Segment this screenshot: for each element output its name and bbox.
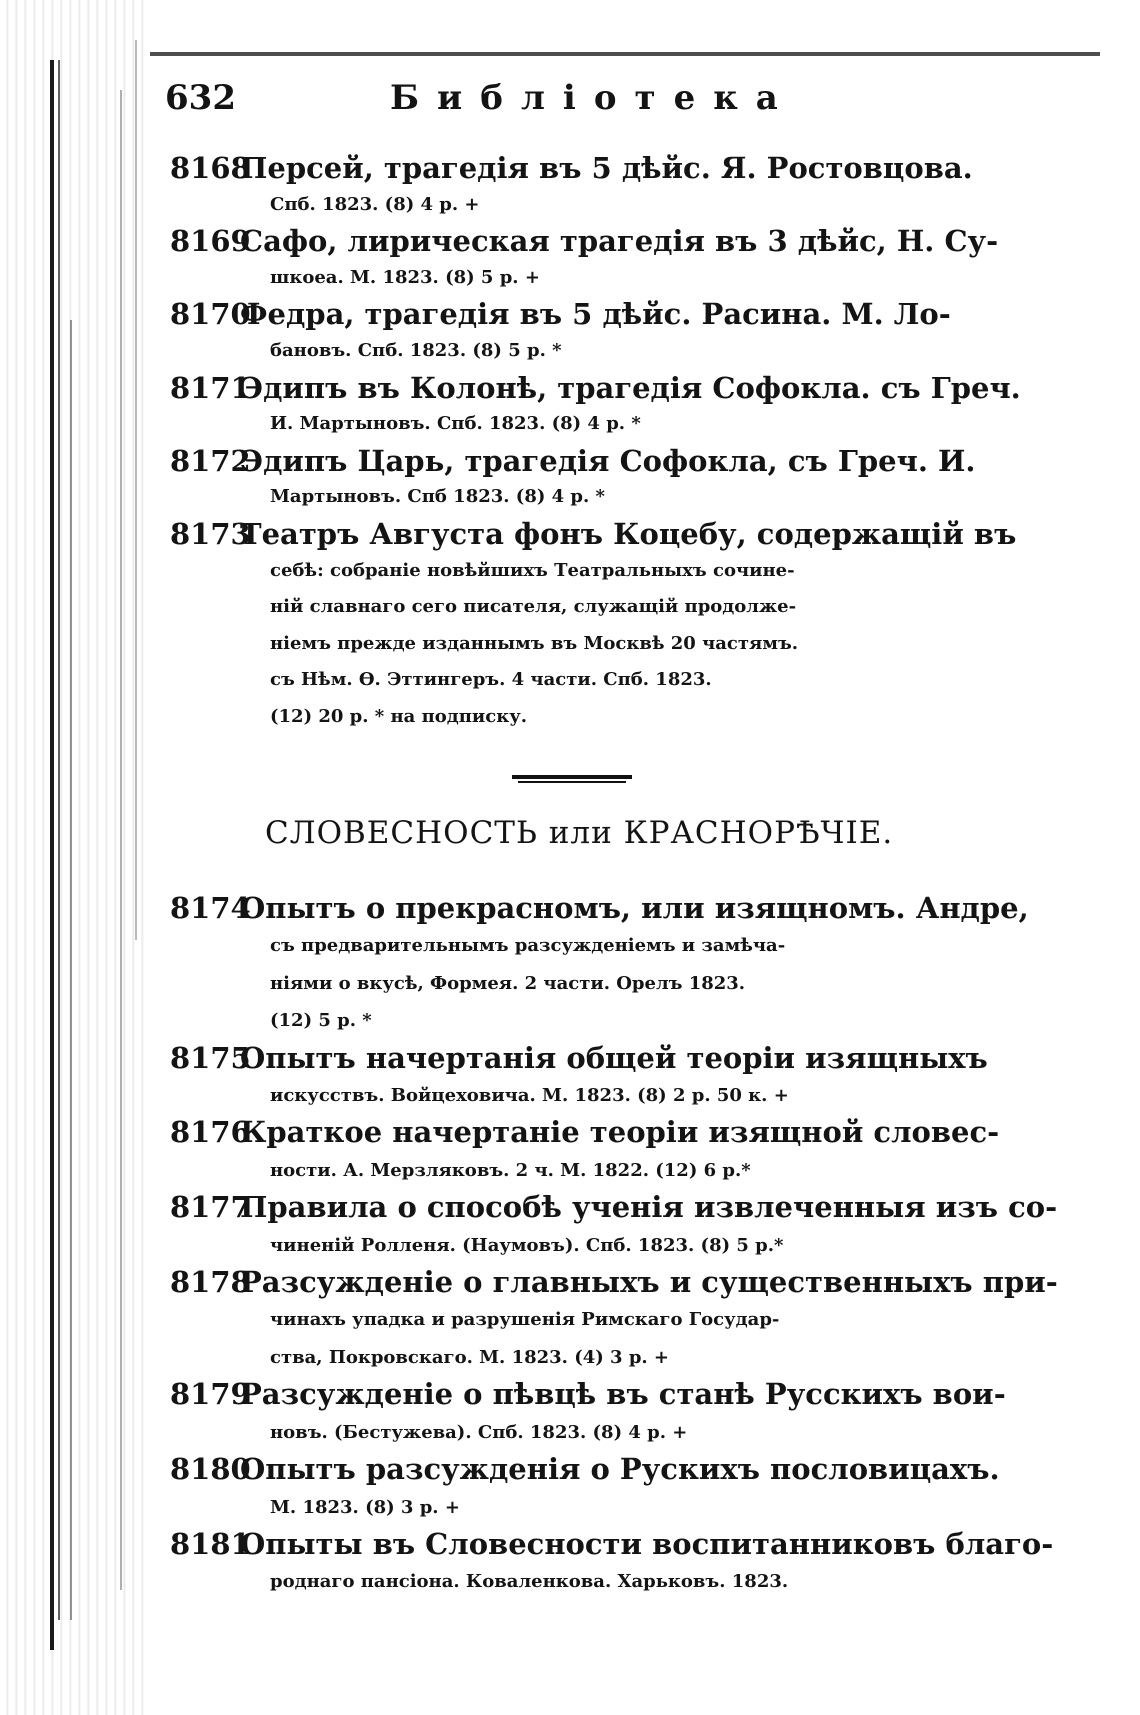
- entry-body: [240, 223, 1075, 296]
- entry-number: 8173: [170, 516, 251, 551]
- entry-body: [240, 296, 1075, 369]
- catalog-entry: [170, 1376, 1075, 1451]
- top-rule: [150, 52, 1100, 56]
- entry-number: 8177: [170, 1190, 251, 1225]
- entry-line: Опытъ начертанія общей теоріи изящныхъ: [240, 1040, 988, 1075]
- entry-line: новъ. (Бестужева). Спб. 1823. (8) 4 р. +: [270, 1421, 688, 1443]
- entry-body: [240, 150, 1075, 223]
- entry-line: Опытъ о прекрасномъ, или изящномъ. Андре,: [240, 891, 1029, 925]
- entry-number: 8179: [170, 1377, 251, 1412]
- entry-line: Эдипъ въ Колонѣ, трагедія Софокла. съ Греч.: [240, 370, 1021, 405]
- catalog-entry: [170, 1189, 1075, 1264]
- entry-number: 8172: [170, 443, 251, 478]
- entry-line: съ Нѣм. Ѳ. Эттингеръ. 4 части. Спб. 1823.: [270, 669, 712, 691]
- section-divider: [512, 775, 632, 783]
- entry-body: [240, 890, 1075, 1040]
- scan-gutter-line: [135, 40, 137, 940]
- entry-line: бановъ. Спб. 1823. (8) 5 р. *: [270, 339, 562, 361]
- entry-line: ности. А. Мерзляковъ. 2 ч. М. 1822. (12) 6 р.*: [270, 1159, 751, 1181]
- section-title: СЛОВЕСНОСТЬ или КРАСНОРѢЧІЕ.: [265, 815, 894, 851]
- divider-thick-rule: [512, 775, 632, 779]
- entry-line: Краткое начертаніе теоріи изящной словес-: [240, 1115, 1000, 1150]
- scan-gutter-line: [58, 60, 60, 1620]
- catalog-entries-top: [170, 150, 1075, 736]
- entry-line: съ предварительнымъ разсужденіемъ и замѣча-: [270, 935, 786, 957]
- entry-body: [240, 1114, 1075, 1189]
- entry-line: Разсужденіе о пѣвцѣ въ станѣ Русскихъ вои-: [240, 1377, 1006, 1412]
- entry-line: Правила о способѣ ученія извлеченныя изъ со-: [240, 1190, 1058, 1225]
- entry-line: Спб. 1823. (8) 4 р. +: [270, 193, 480, 215]
- scan-gutter-line: [120, 90, 122, 1590]
- entry-line: М. 1823. (8) 3 р. +: [270, 1496, 460, 1518]
- entry-body: [240, 1040, 1075, 1115]
- entry-number: 8178: [170, 1265, 251, 1300]
- catalog-entry: [170, 1526, 1075, 1601]
- entry-line: ства, Покровскаго. М. 1823. (4) 3 р. +: [270, 1346, 670, 1368]
- page-header: [165, 78, 1065, 124]
- entry-line: шкоea. М. 1823. (8) 5 р. +: [270, 266, 540, 288]
- catalog-entry: [170, 443, 1075, 516]
- catalog-entry: [170, 150, 1075, 223]
- entry-body: [240, 516, 1075, 736]
- catalog-entry: [170, 1040, 1075, 1115]
- entry-number: 8168: [170, 151, 251, 185]
- entry-body: [240, 443, 1075, 516]
- catalog-entry: [170, 1114, 1075, 1189]
- catalog-entry: [170, 516, 1075, 736]
- entry-line: Федра, трагедія въ 5 дѣйс. Расина. М. Ло-: [240, 297, 951, 332]
- divider-thin-rule: [518, 781, 626, 783]
- entry-line: (12) 20 р. * на подписку.: [270, 705, 528, 727]
- catalog-entry: [170, 370, 1075, 443]
- entry-line: чинахъ упадка и разрушенія Римскаго Государ-: [270, 1309, 780, 1331]
- entry-body: [240, 1451, 1075, 1526]
- entry-line: Мартыновъ. Спб 1823. (8) 4 р. *: [270, 486, 605, 508]
- entry-line: Сафо, лирическая трагедія въ 3 дѣйс, Н. Су-: [240, 224, 999, 259]
- catalog-entry: [170, 1264, 1075, 1376]
- entry-body: [240, 1264, 1075, 1376]
- entry-line: ніемъ прежде изданнымъ въ Москвѣ 20 частямъ.: [270, 632, 799, 654]
- entry-line: (12) 5 р. *: [270, 1010, 372, 1032]
- catalog-entry: [170, 223, 1075, 296]
- entry-number: 8170: [170, 297, 251, 332]
- entry-number: 8171: [170, 370, 251, 405]
- scan-gutter-line: [50, 60, 54, 1650]
- catalog-entry: [170, 296, 1075, 369]
- entry-line: себѣ: собраніе новѣйшихъ Театральныхъ сочине-: [270, 559, 795, 581]
- entry-number: 8175: [170, 1040, 251, 1075]
- entry-body: [240, 1526, 1075, 1601]
- entry-number: 8176: [170, 1115, 251, 1150]
- entry-line: Персей, трагедія въ 5 дѣйс. Я. Ростовцова.: [240, 151, 973, 185]
- catalog-entry: [170, 1451, 1075, 1526]
- catalog-entries-bottom: [170, 890, 1075, 1601]
- entry-line: чиненій Ролленя. (Наумовъ). Спб. 1823. (8) 5 р.*: [270, 1234, 784, 1256]
- entry-line: роднаго пансіона. Коваленкова. Харьковъ. 1823.: [270, 1571, 789, 1593]
- running-head: Библіотека: [390, 78, 796, 118]
- catalog-entry: [170, 890, 1075, 1040]
- entry-number: 8174: [170, 891, 251, 925]
- entry-line: Эдипъ Царь, трагедія Софокла, съ Греч. И.: [240, 443, 976, 478]
- entry-line: Опыты въ Словесности воспитанниковъ благо-: [240, 1526, 1054, 1561]
- entry-number: 8180: [170, 1452, 251, 1487]
- entry-line: ній славнаго сего писателя, служащій продолже-: [270, 596, 797, 618]
- entry-body: [240, 370, 1075, 443]
- page-number: 632: [165, 78, 236, 118]
- entry-body: [240, 1189, 1075, 1264]
- entry-line: Опытъ разсужденія о Рускихъ пословицахъ.: [240, 1452, 1000, 1487]
- entry-line: И. Мартыновъ. Спб. 1823. (8) 4 р. *: [270, 413, 641, 435]
- entry-line: искусствъ. Войцеховича. М. 1823. (8) 2 р. 50 к. +: [270, 1085, 789, 1107]
- entry-body: [240, 1376, 1075, 1451]
- entry-line: Разсужденіе о главныхъ и существенныхъ при-: [240, 1265, 1058, 1300]
- entry-line: ніями о вкусѣ, Формея. 2 части. Орелъ 1823.: [270, 972, 746, 994]
- entry-line: Театръ Августа фонъ Коцебу, содержащій въ: [240, 516, 1017, 551]
- entry-number: 8181: [170, 1526, 251, 1561]
- scan-gutter-shadow: [0, 0, 150, 1715]
- scan-gutter-line: [70, 320, 72, 1620]
- entry-number: 8169: [170, 224, 251, 259]
